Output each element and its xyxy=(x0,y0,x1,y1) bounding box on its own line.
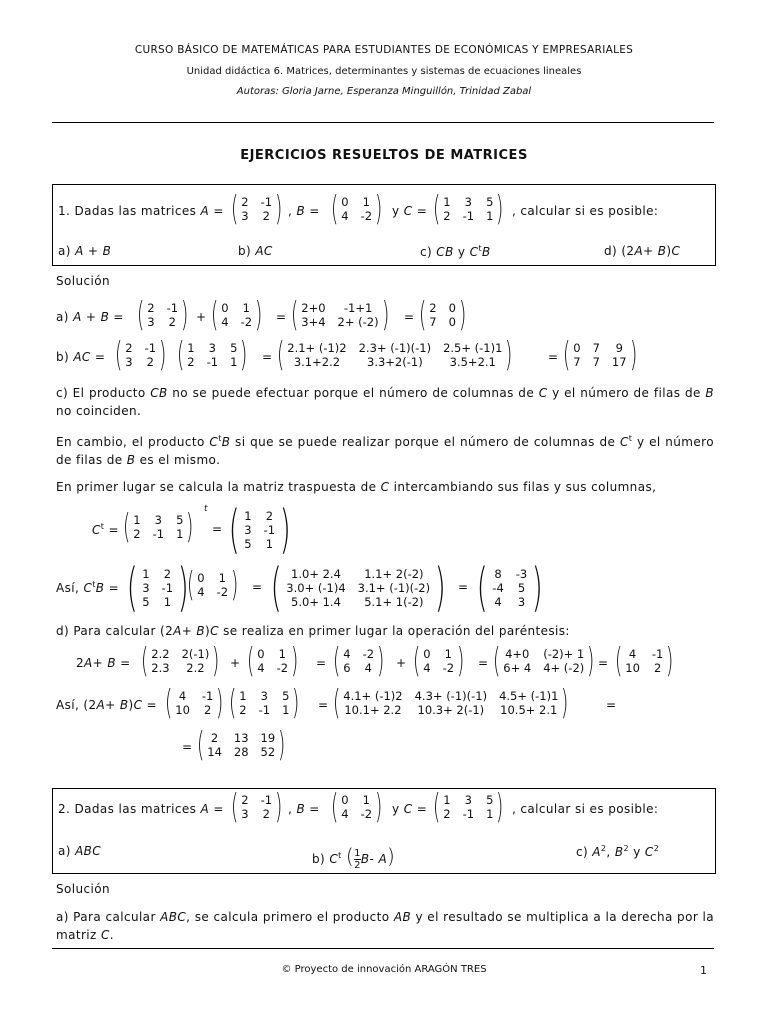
bracket-right: ) xyxy=(561,683,569,723)
matrix-entry: -1 xyxy=(258,703,271,717)
matrix-grid xyxy=(423,647,454,675)
matrix-grid xyxy=(221,301,252,329)
bracket-right: ) xyxy=(496,787,504,827)
matrix-entry: -2 xyxy=(276,661,289,675)
ex1-intro: 1. Dadas las matrices A = xyxy=(58,204,224,218)
sol1-a-label: a) A + B = xyxy=(56,310,124,324)
matrix-entry: 28 xyxy=(233,745,249,759)
matrix-entry: 0 xyxy=(341,195,349,209)
matrix-entry: 1 xyxy=(133,513,141,527)
bracket-left: ( xyxy=(230,189,239,229)
matrix-entry: 3 xyxy=(142,581,150,595)
ex2-item-b: b) $C^t$ ( $\frac{1}{2}$ B- A) xyxy=(312,844,396,871)
matrix-entry: 2 xyxy=(239,703,247,717)
bracket-left: ( xyxy=(562,335,571,375)
footer-rule xyxy=(52,948,714,949)
matrix-entry: 1 xyxy=(443,195,451,209)
matrix-entry: 3 xyxy=(244,523,252,537)
matrix-entry: 3.5+2.1 xyxy=(449,355,496,369)
matrix-entry: 4 xyxy=(221,315,229,329)
matrix-grid xyxy=(443,195,493,223)
sol1-d2-C xyxy=(226,683,303,723)
matrix-entry: -1 xyxy=(263,523,276,537)
bracket-left: ( xyxy=(330,189,339,229)
matrix-entry: 4 xyxy=(197,585,205,599)
matrix-entry: 4 xyxy=(364,661,372,675)
matrix-entry: 0 xyxy=(423,647,431,661)
matrix-entry: 2 xyxy=(203,703,212,717)
sol2-a-paragraph: a) Para calcular ABC, se calcula primero el producto AB y el resultado se multiplica a la derecha por la matriz C. xyxy=(56,910,714,942)
matrix-entry: 3+4 xyxy=(301,315,326,329)
matrix-entry: 8 xyxy=(494,567,502,581)
bracket-left: ( xyxy=(228,683,237,723)
matrix-entry: 3 xyxy=(125,355,133,369)
sol1-asi-result xyxy=(472,558,548,618)
sol1-a-sum xyxy=(288,295,392,335)
ex2-item-a: a) ABC xyxy=(58,844,102,858)
matrix-entry: 2 xyxy=(262,807,270,821)
matrix-entry: 2 xyxy=(163,567,172,581)
matrix-entry: (-2)+ 1 xyxy=(543,647,585,661)
matrix-entry: -1 xyxy=(161,581,174,595)
matrix-entry: 2.3+ (-1)(-1) xyxy=(358,341,432,355)
matrix-entry: 1 xyxy=(443,793,451,807)
ex1-matrix-A xyxy=(228,189,285,229)
matrix-grid xyxy=(286,567,430,609)
sol1-asi-product xyxy=(266,558,450,618)
sol1-b-C xyxy=(174,335,251,375)
matrix-entry: 2 xyxy=(262,209,270,223)
sol1-d-result xyxy=(612,641,677,681)
sol1-b-product xyxy=(274,335,516,375)
matrix-entry: -1+1 xyxy=(343,301,373,315)
bracket-right: ) xyxy=(177,558,189,618)
matrix-entry: 19 xyxy=(260,731,276,745)
matrix-entry: 2 xyxy=(443,807,451,821)
ex1-tail: , calcular si es posible: xyxy=(512,204,659,218)
matrix-entry: 0 xyxy=(448,301,456,315)
matrix-entry: 4 xyxy=(341,209,349,223)
unit-title: Unidad didáctica 6. Matrices, determinantes y sistemas de ecuaciones lineales xyxy=(186,66,582,77)
matrix-grid xyxy=(492,567,527,609)
matrix-entry: 3 xyxy=(241,807,249,821)
matrix-entry: 13 xyxy=(233,731,249,745)
sol1-asi-Ct xyxy=(122,558,193,618)
matrix-entry: 6 xyxy=(343,661,351,675)
matrix-entry: 17 xyxy=(611,355,627,369)
matrix-entry: 5 xyxy=(486,793,494,807)
matrix-grid xyxy=(147,301,178,329)
matrix-entry: -1 xyxy=(462,209,475,223)
sol1-d-B xyxy=(244,641,301,681)
matrix-entry: 3.1+ (-1)(-2) xyxy=(357,581,431,595)
bracket-right: ) xyxy=(212,641,220,681)
matrix-entry: 1 xyxy=(444,647,452,661)
bracket-left: ( xyxy=(492,641,501,681)
matrix-entry: 7 xyxy=(592,355,600,369)
sol1-b-label: b) AC = xyxy=(56,350,106,364)
bracket-right: ) xyxy=(292,683,300,723)
bracket-right: ) xyxy=(275,189,283,229)
ex2-tail: , calcular si es posible: xyxy=(512,802,659,816)
matrix-entry: 5 xyxy=(486,195,494,209)
sol1-d-B2 xyxy=(410,641,467,681)
matrix-entry: 2 xyxy=(429,301,437,315)
matrix-entry: 5 xyxy=(142,595,150,609)
ex1-item-c: c) CB y $C^tB$ xyxy=(420,244,491,259)
sol1-d2-label: Así, (2A+ B)C = xyxy=(56,698,158,712)
matrix-entry: 9 xyxy=(615,341,623,355)
matrix-grid xyxy=(343,689,558,717)
sol1-d2-result xyxy=(194,725,288,765)
bracket-left: ( xyxy=(136,295,145,335)
course-title: CURSO BÁSICO DE MATEMÁTICAS PARA ESTUDIANTES DE ECONÓMICAS Y EMPRESARIALES xyxy=(134,44,634,56)
bracket-right: ) xyxy=(278,725,286,765)
matrix-entry: 2 xyxy=(265,509,274,523)
matrix-entry: 5 xyxy=(244,537,252,551)
bracket-left: ( xyxy=(330,787,339,827)
matrix-grid xyxy=(142,567,173,609)
matrix-entry: 1 xyxy=(278,647,286,661)
ex1-item-b: b) AC xyxy=(238,244,273,258)
sol1-Ct-C xyxy=(120,507,197,547)
matrix-entry: 4 xyxy=(494,595,502,609)
sol1-a-B xyxy=(208,295,265,335)
matrix-entry: 5 xyxy=(230,341,238,355)
sol1-Ct-result xyxy=(224,500,295,560)
bracket-left: ( xyxy=(412,641,421,681)
bracket-right: ) xyxy=(375,189,383,229)
matrix-grid xyxy=(133,513,183,541)
matrix-entry: 3 xyxy=(517,595,526,609)
sol1-c-paragraph-3: En primer lugar se calcula la matriz traspuesta de C intercambiando sus filas y sus columnas, xyxy=(56,480,657,494)
matrix-entry: 1 xyxy=(362,195,370,209)
matrix-entry: 2.2 xyxy=(186,661,205,675)
bracket-right: ) xyxy=(275,787,283,827)
bracket-right: ) xyxy=(240,335,248,375)
matrix-entry: 2 xyxy=(653,661,662,675)
bracket-right: ) xyxy=(231,565,239,605)
matrix-entry: -1 xyxy=(144,341,157,355)
sol1-a-A xyxy=(134,295,191,335)
matrix-entry: 2+ (-2) xyxy=(337,315,379,329)
matrix-entry: 5.0+ 1.4 xyxy=(291,595,341,609)
matrix-entry: -2 xyxy=(442,661,455,675)
matrix-entry: 2 xyxy=(168,315,176,329)
matrix-entry: 2.5+ (-1)1 xyxy=(443,341,503,355)
sol1-heading: Solución xyxy=(56,274,110,288)
matrix-entry: 3 xyxy=(241,209,249,223)
matrix-grid xyxy=(341,793,372,821)
matrix-entry: 0 xyxy=(221,301,229,315)
bracket-left: ( xyxy=(270,558,282,618)
matrix-entry: 2(-1) xyxy=(181,647,210,661)
matrix-entry: 1 xyxy=(239,689,247,703)
sol1-c-paragraph-1: c) El producto CB no se puede efectuar porque el número de columnas de C y el número de filas de B no coinciden. xyxy=(56,386,715,418)
matrix-grid xyxy=(625,647,663,675)
ex2-item-c: c) $A^2$, $B^2$ y $C^2$ xyxy=(576,844,660,859)
bracket-right: ) xyxy=(457,641,465,681)
bracket-left: ( xyxy=(230,787,239,827)
sol1-Ct-label: $C^t$ = xyxy=(92,522,119,537)
ex2-matrix-B xyxy=(328,787,385,827)
bracket-left: ( xyxy=(432,787,441,827)
matrix-entry: -1 xyxy=(651,647,664,661)
sol1-d-label: 2A+ B = xyxy=(76,656,131,670)
matrix-entry: 3 xyxy=(464,793,472,807)
bracket-left: ( xyxy=(332,683,341,723)
matrix-entry: -4 xyxy=(492,581,504,595)
matrix-entry: 4 xyxy=(178,689,187,703)
matrix-entry: 3 xyxy=(154,513,162,527)
matrix-entry: 1 xyxy=(176,527,184,541)
matrix-entry: -2 xyxy=(360,209,373,223)
matrix-entry: 10.5+ 2.1 xyxy=(500,703,558,717)
matrix-entry: 3 xyxy=(260,689,268,703)
matrix-entry: 0 xyxy=(341,793,349,807)
sol1-asi-B xyxy=(184,565,241,605)
matrix-entry: 1 xyxy=(244,509,252,523)
bracket-right: ) xyxy=(505,335,513,375)
header-rule xyxy=(52,122,714,123)
ex1-item-d: d) (2A+ B)C xyxy=(604,244,681,258)
page-title: EJERCICIOS RESUELTOS DE MATRICES xyxy=(240,148,528,163)
matrix-grid xyxy=(239,689,289,717)
matrix-entry: -2 xyxy=(362,647,375,661)
matrix-entry: 6+ 4 xyxy=(503,661,532,675)
sol1-asi-label: Así, $C^tB$ = xyxy=(56,580,120,595)
sol1-d-2A-values xyxy=(330,641,387,681)
matrix-entry: -2 xyxy=(240,315,253,329)
matrix-entry: 2.2 xyxy=(151,647,170,661)
matrix-entry: 2 xyxy=(241,195,249,209)
bracket-right: ) xyxy=(186,507,194,547)
matrix-entry: 2 xyxy=(125,341,133,355)
matrix-entry: -3 xyxy=(515,567,528,581)
matrix-grid xyxy=(443,793,493,821)
bracket-left: ( xyxy=(176,335,185,375)
matrix-entry: 5.1+ 1(-2) xyxy=(364,595,424,609)
matrix-entry: 2 xyxy=(210,731,219,745)
matrix-entry: 3 xyxy=(208,341,216,355)
bracket-right: ) xyxy=(279,500,291,560)
ex1-item-a: a) A + B xyxy=(58,244,112,258)
matrix-entry: 2+0 xyxy=(301,301,326,315)
matrix-grid xyxy=(175,689,213,717)
matrix-entry: -1 xyxy=(201,689,214,703)
matrix-entry: 2 xyxy=(443,209,451,223)
matrix-entry: 4.5+ (-1)1 xyxy=(499,689,559,703)
matrix-entry: 2.3 xyxy=(151,661,170,675)
sol2-heading: Solución xyxy=(56,882,110,896)
bracket-left: ( xyxy=(164,683,173,723)
matrix-grid xyxy=(301,301,378,329)
matrix-entry: 2 xyxy=(133,527,141,541)
bracket-left: ( xyxy=(186,565,195,605)
matrix-entry: 5 xyxy=(176,513,184,527)
bracket-right: ) xyxy=(377,641,385,681)
bracket-left: ( xyxy=(290,295,299,335)
matrix-entry: 0 xyxy=(448,315,456,329)
matrix-entry: -1 xyxy=(462,807,475,821)
matrix-entry: 1 xyxy=(265,537,274,551)
sol1-d-paragraph: d) Para calcular (2A+ B)C se realiza en primer lugar la operación del paréntesis: xyxy=(56,624,570,638)
bracket-left: ( xyxy=(140,641,149,681)
bracket-left: ( xyxy=(126,558,138,618)
bracket-right: ) xyxy=(629,335,637,375)
sol1-d-sum xyxy=(490,641,598,681)
ex1-matrix-B xyxy=(328,189,385,229)
bracket-right: ) xyxy=(216,683,224,723)
bracket-right: ) xyxy=(291,641,299,681)
matrix-entry: 4+ (-2) xyxy=(543,661,585,675)
matrix-entry: 1.1+ 2(-2) xyxy=(364,567,424,581)
bracket-right: ) xyxy=(434,558,446,618)
matrix-entry: 1 xyxy=(187,341,195,355)
matrix-grid xyxy=(429,301,456,329)
footer-text: © Proyecto de innovación ARAGÓN TRES xyxy=(281,964,487,975)
bracket-left: ( xyxy=(228,500,240,560)
matrix-entry: 1.0+ 2.4 xyxy=(291,567,341,581)
ex2-matrix-C xyxy=(430,787,507,827)
authors: Autoras: Gloria Jarne, Esperanza Minguillón, Trinidad Zabal xyxy=(236,86,532,97)
bracket-right: ) xyxy=(666,641,674,681)
matrix-entry: 10.1+ 2.2 xyxy=(344,703,402,717)
matrix-grid xyxy=(287,341,502,369)
matrix-grid xyxy=(343,647,374,675)
matrix-entry: 3 xyxy=(147,315,155,329)
sol1-c-paragraph-2: En cambio, el producto $C^tB$ si que se puede realizar porque el número de columnas de $C^t$ y el número de filas de B es el mismo. xyxy=(56,434,714,467)
matrix-entry: 10 xyxy=(175,703,190,717)
bracket-left: ( xyxy=(432,189,441,229)
matrix-entry: -2 xyxy=(360,807,373,821)
ex2-intro: 2. Dadas las matrices A = xyxy=(58,802,224,816)
matrix-entry: -2 xyxy=(216,585,229,599)
matrix-entry: 1 xyxy=(142,567,150,581)
bracket-right: ) xyxy=(255,295,263,335)
matrix-entry: 1 xyxy=(362,793,370,807)
matrix-entry: -1 xyxy=(260,793,273,807)
matrix-entry: 7 xyxy=(592,341,600,355)
matrix-entry: 0 xyxy=(573,341,581,355)
matrix-entry: 4 xyxy=(628,647,637,661)
matrix-grid xyxy=(197,571,228,599)
matrix-entry: 5 xyxy=(282,689,290,703)
matrix-entry: 1 xyxy=(282,703,290,717)
bracket-left: ( xyxy=(332,641,341,681)
matrix-entry: 1 xyxy=(486,807,494,821)
bracket-right: ) xyxy=(381,295,389,335)
bracket-right: ) xyxy=(458,295,467,335)
matrix-entry: -1 xyxy=(206,355,219,369)
bracket-right: ) xyxy=(181,295,189,335)
ex2-matrix-A xyxy=(228,787,285,827)
bracket-left: ( xyxy=(210,295,219,335)
matrix-entry: -1 xyxy=(152,527,165,541)
matrix-entry: 7 xyxy=(573,355,581,369)
matrix-grid xyxy=(125,341,156,369)
matrix-entry: 14 xyxy=(207,745,222,759)
sol1-d2-left xyxy=(162,683,227,723)
matrix-entry: 3.3+2(-1) xyxy=(367,355,423,369)
matrix-entry: 1 xyxy=(230,355,238,369)
matrix-entry: 2.1+ (-1)2 xyxy=(287,341,347,355)
bracket-left: ( xyxy=(114,335,123,375)
bracket-left: ( xyxy=(418,295,427,335)
sol1-b-A xyxy=(112,335,169,375)
matrix-entry: 3.1+2.2 xyxy=(293,355,341,369)
matrix-entry: 2 xyxy=(187,355,195,369)
matrix-entry: 0 xyxy=(197,571,205,585)
matrix-entry: 4 xyxy=(341,807,349,821)
matrix-entry: 3 xyxy=(464,195,472,209)
sol1-d2-product xyxy=(330,683,572,723)
matrix-entry: 0 xyxy=(257,647,265,661)
bracket-right: ) xyxy=(531,558,543,618)
matrix-grid xyxy=(241,793,272,821)
sol1-a-result xyxy=(416,295,469,335)
bracket-right: ) xyxy=(159,335,167,375)
bracket-right: ) xyxy=(496,189,504,229)
matrix-entry: 4+0 xyxy=(505,647,530,661)
matrix-entry: 4 xyxy=(343,647,351,661)
matrix-entry: 4.1+ (-1)2 xyxy=(343,689,403,703)
bracket-left: ( xyxy=(122,507,131,547)
matrix-entry: 52 xyxy=(260,745,276,759)
sol1-d-2A xyxy=(138,641,223,681)
bracket-left: ( xyxy=(614,641,623,681)
matrix-entry: 1 xyxy=(218,571,226,585)
matrix-grid xyxy=(503,647,584,675)
bracket-right: ) xyxy=(375,787,383,827)
matrix-entry: 3.0+ (-1)4 xyxy=(286,581,346,595)
matrix-entry: 4 xyxy=(423,661,431,675)
ex1-matrix-C xyxy=(430,189,507,229)
matrix-entry: -1 xyxy=(166,301,179,315)
matrix-entry: 7 xyxy=(429,315,437,329)
page-number: 1 xyxy=(700,964,707,977)
matrix-grid xyxy=(573,341,626,369)
matrix-entry: 10.3+ 2(-1) xyxy=(417,703,485,717)
matrix-grid xyxy=(151,647,209,675)
bracket-left: ( xyxy=(476,558,488,618)
matrix-entry: 5 xyxy=(517,581,526,595)
matrix-entry: 10 xyxy=(625,661,640,675)
matrix-entry: -1 xyxy=(260,195,273,209)
matrix-entry: 4.3+ (-1)(-1) xyxy=(414,689,488,703)
matrix-grid xyxy=(207,731,275,759)
matrix-grid xyxy=(241,195,272,223)
matrix-grid xyxy=(341,195,372,223)
matrix-entry: 2 xyxy=(146,355,154,369)
sol1-b-result xyxy=(560,335,640,375)
matrix-entry: 1 xyxy=(242,301,250,315)
matrix-grid xyxy=(187,341,237,369)
bracket-left: ( xyxy=(246,641,255,681)
matrix-entry: 1 xyxy=(486,209,494,223)
matrix-entry: 4 xyxy=(257,661,265,675)
matrix-grid xyxy=(257,647,288,675)
matrix-grid xyxy=(244,509,275,551)
bracket-right: ) xyxy=(587,641,595,681)
matrix-entry: 2 xyxy=(241,793,249,807)
bracket-left: ( xyxy=(196,725,205,765)
matrix-entry: 2 xyxy=(147,301,155,315)
matrix-entry: 1 xyxy=(163,595,172,609)
bracket-left: ( xyxy=(276,335,285,375)
